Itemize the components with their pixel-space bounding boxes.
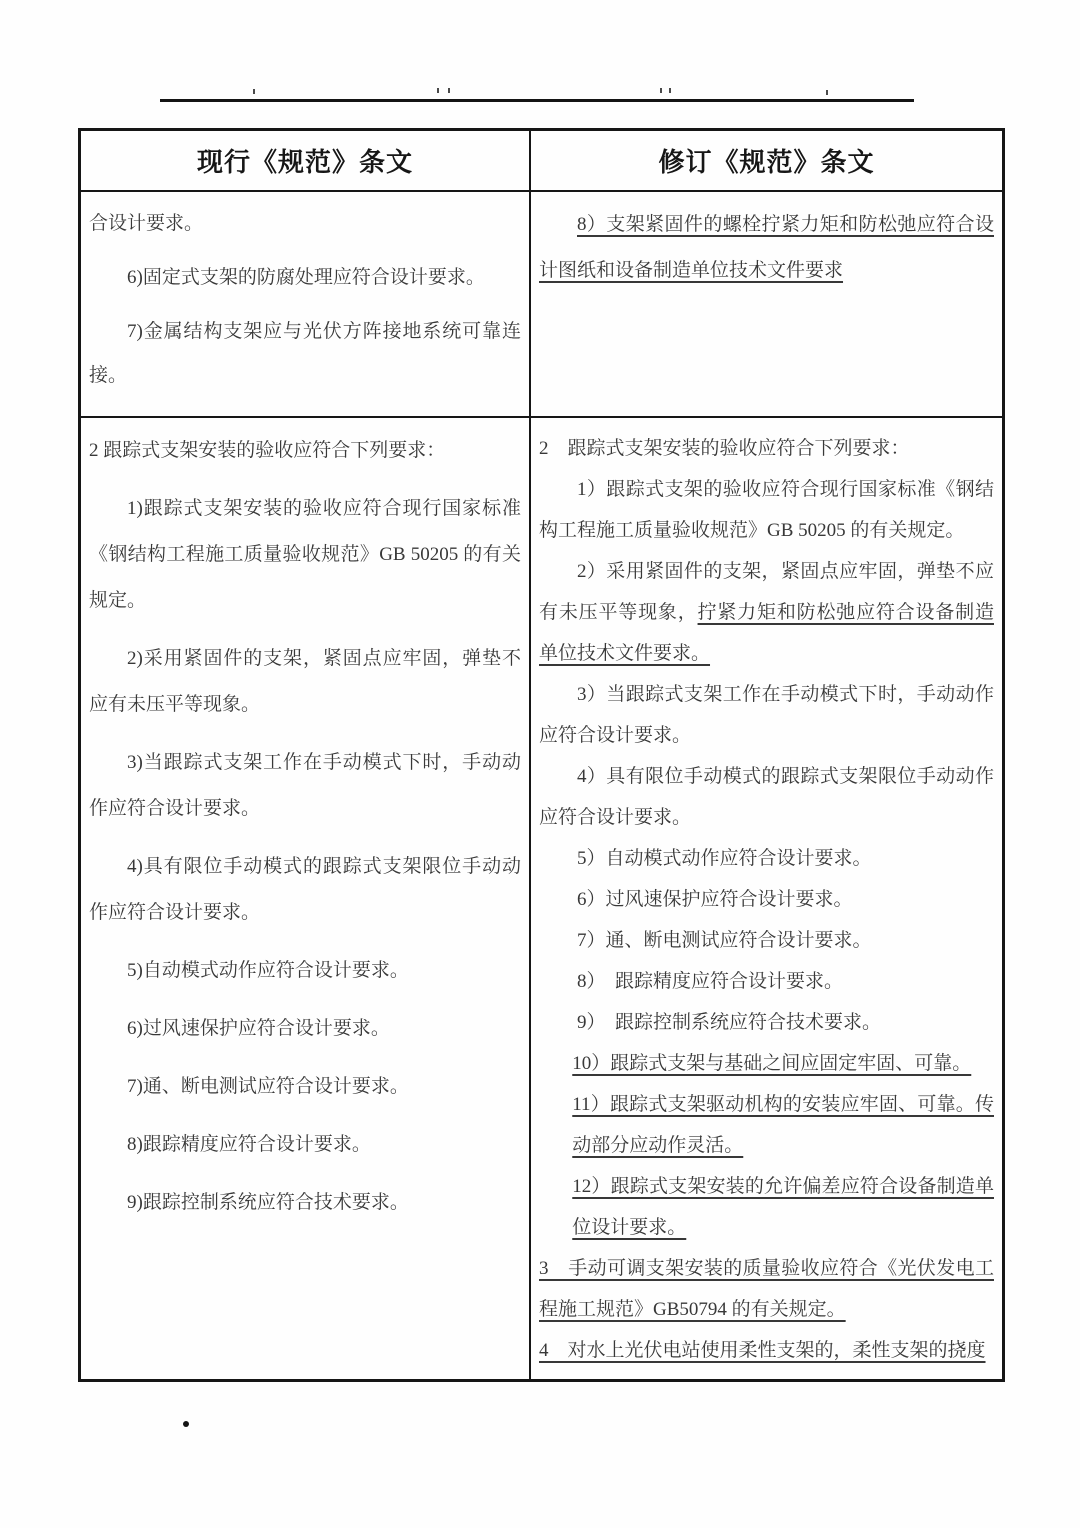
paragraph (89, 486, 521, 624)
revision-underline-segment: 10）跟踪式支架与基础之间应固定牢固、可靠。 (572, 1053, 972, 1074)
table-row (81, 190, 1002, 416)
revision-underline-segment: 拧紧力矩和防松弛应符合设备制造单位技术文件要求。 (539, 602, 994, 664)
text-segment: 合设计要求。 (89, 213, 204, 234)
cell-revised-row2 (531, 418, 1002, 1379)
text-segment: 3)当跟踪式支架工作在手动模式下时，手动动作应符合设计要求。 (89, 752, 521, 819)
text-segment: 9） 跟踪控制系统应符合技术要求。 (577, 1012, 882, 1033)
text-segment: 2）采用紧固件的支架，紧固点应牢固，弹垫不应有未压平等现象， (539, 561, 994, 623)
paragraph (539, 961, 994, 1002)
paragraph (89, 1122, 521, 1168)
ink-speck (669, 88, 671, 93)
paragraph (539, 1330, 994, 1371)
text-segment: 6）过风速保护应符合设计要求。 (577, 889, 853, 910)
text-segment: 4)具有限位手动模式的跟踪式支架限位手动动作应符合设计要求。 (89, 856, 521, 923)
text-segment: 7)通、断电测试应符合设计要求。 (127, 1076, 409, 1097)
table-row (81, 416, 1002, 1379)
text-segment: 3）当跟踪式支架工作在手动模式下时，手动动作应符合设计要求。 (539, 684, 994, 746)
paragraph (89, 740, 521, 832)
paragraph (539, 1002, 994, 1043)
paragraph (539, 202, 994, 294)
paragraph (89, 428, 521, 474)
paragraph (89, 636, 521, 728)
stray-ink-dot (183, 1421, 189, 1427)
paragraph (89, 1180, 521, 1226)
header-current-column (81, 131, 531, 190)
paragraph (539, 838, 994, 879)
text-segment: 7）通、断电测试应符合设计要求。 (577, 930, 872, 951)
ink-speck (448, 88, 450, 93)
paragraph (89, 1006, 521, 1052)
text-segment: 6)过风速保护应符合设计要求。 (127, 1018, 390, 1039)
paragraph (89, 256, 521, 300)
text-segment: 5)自动模式动作应符合设计要求。 (127, 960, 409, 981)
paragraph (539, 1248, 994, 1330)
ink-speck (437, 88, 439, 93)
header-revised-column (531, 131, 1002, 190)
paragraph (539, 428, 994, 469)
text-segment: 8） 跟踪精度应符合设计要求。 (577, 971, 844, 992)
paragraph (539, 1084, 994, 1166)
paragraph (89, 202, 521, 246)
text-segment: 1）跟踪式支架的验收应符合现行国家标准《钢结构工程施工质量验收规范》GB 50205 的有关规定。 (539, 479, 994, 541)
cell-current-row2 (81, 418, 531, 1379)
paragraph (539, 879, 994, 920)
cell-revised-row1 (531, 192, 1002, 416)
paragraph (89, 310, 521, 398)
paragraph (539, 920, 994, 961)
text-segment: 2 跟踪式支架安装的验收应符合下列要求： (89, 440, 446, 461)
text-segment: 9)跟踪控制系统应符合技术要求。 (127, 1192, 409, 1213)
paragraph (89, 1064, 521, 1110)
header-current-label: 现行《规范》条文 (196, 148, 413, 177)
text-segment: 1)跟踪式支架安装的验收应符合现行国家标准《钢结构工程施工质量验收规范》GB 50205 的有关规定。 (89, 498, 521, 611)
revision-underline-segment: 3 手动可调支架安装的质量验收应符合《光伏发电工程施工规范》GB50794 的有关规定。 (539, 1258, 994, 1320)
text-segment: 7)金属结构支架应与光伏方阵接地系统可靠连接。 (89, 321, 521, 386)
paragraph (539, 1166, 994, 1248)
paragraph (539, 1043, 994, 1084)
text-segment: 4）具有限位手动模式的跟踪式支架限位手动动作应符合设计要求。 (539, 766, 994, 828)
header-rule (160, 99, 914, 102)
table-header-row (81, 131, 1002, 190)
text-segment: 5）自动模式动作应符合设计要求。 (577, 848, 872, 869)
paragraph (539, 551, 994, 674)
spec-comparison-table (78, 128, 1005, 1382)
revision-underline-segment: 4 对水上光伏电站使用柔性支架的，柔性支架的挠度 (539, 1340, 986, 1361)
revision-underline-segment: 12）跟踪式支架安装的允许偏差应符合设备制造单位设计要求。 (572, 1176, 994, 1238)
text-segment: 2)采用紧固件的支架，紧固点应牢固，弹垫不应有未压平等现象。 (89, 648, 521, 715)
revision-underline-segment: 11）跟踪式支架驱动机构的安装应牢固、可靠。传动部分应动作灵活。 (572, 1094, 994, 1156)
text-segment: 8)跟踪精度应符合设计要求。 (127, 1134, 371, 1155)
cell-current-row1 (81, 192, 531, 416)
revision-underline-segment: 8）支架紧固件的螺栓拧紧力矩和防松弛应符合设计图纸和设备制造单位技术文件要求 (539, 214, 994, 281)
ink-speck (253, 89, 255, 94)
ink-speck (660, 88, 662, 93)
text-segment: 2 跟踪式支架安装的验收应符合下列要求： (539, 438, 910, 459)
paragraph (89, 948, 521, 994)
paragraph (539, 469, 994, 551)
paragraph (539, 674, 994, 756)
text-segment: 6)固定式支架的防腐处理应符合设计要求。 (127, 267, 485, 288)
paragraph (89, 844, 521, 936)
ink-speck (826, 90, 828, 95)
paragraph (539, 756, 994, 838)
header-revised-label: 修订《规范》条文 (658, 148, 875, 177)
